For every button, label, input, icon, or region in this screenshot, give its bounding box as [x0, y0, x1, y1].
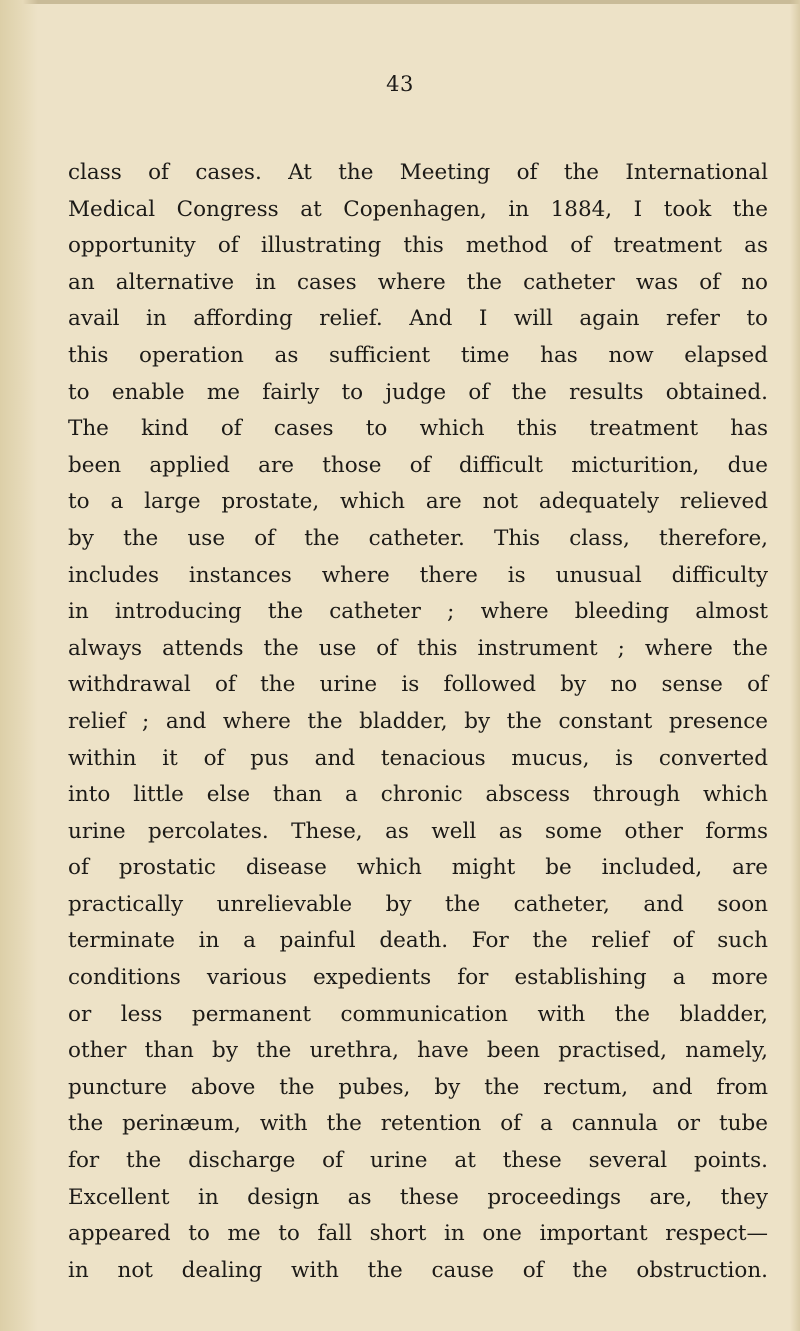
- page-gutter-shadow: [0, 0, 38, 1331]
- text-line: class of cases. At the Meeting of the International: [68, 160, 768, 185]
- text-line: or less permanent communication with the bladder,: [68, 1001, 768, 1027]
- text-line: conditions various expedients for establishing a more: [68, 965, 768, 991]
- text-line: includes instances where there is unusual difficulty: [68, 562, 768, 588]
- text-line: opportunity of illustrating this method of treatment as: [68, 233, 768, 259]
- text-line: always attends the use of this instrument ; where the: [68, 635, 768, 661]
- text-line: withdrawal of the urine is followed by no sense of: [68, 672, 768, 698]
- text-line: been applied are those of difficult micturition, due: [68, 452, 768, 478]
- text-line: of prostatic disease which might be included, are: [68, 855, 768, 881]
- text-line: in not dealing with the cause of the obstruction.: [68, 1257, 768, 1283]
- page-top-edge: [0, 0, 800, 4]
- text-line: The kind of cases to which this treatment has: [68, 416, 768, 442]
- text-line: other than by the urethra, have been practised, namely,: [68, 1038, 768, 1064]
- text-line: by the use of the catheter. This class, therefore,: [68, 525, 768, 551]
- body-paragraph: [68, 155, 768, 1289]
- text-line: avail in affording relief. And I will again refer to: [68, 306, 768, 332]
- text-line: the perinæum, with the retention of a cannula or tube: [68, 1111, 768, 1137]
- text-line: into little else than a chronic abscess through which: [68, 782, 768, 808]
- text-line: for the discharge of urine at these several points.: [68, 1148, 768, 1174]
- text-line: Excellent in design as these proceedings are, they: [68, 1184, 768, 1210]
- text-line: practically unrelievable by the catheter, and soon: [68, 891, 768, 917]
- text-line: terminate in a painful death. For the relief of such: [68, 928, 768, 954]
- text-line: appeared to me to fall short in one important respect—: [68, 1221, 768, 1247]
- text-line: an alternative in cases where the catheter was of no: [68, 269, 768, 295]
- text-line: to enable me fairly to judge of the results obtained.: [68, 379, 768, 405]
- text-line: within it of pus and tenacious mucus, is converted: [68, 745, 768, 771]
- text-line: puncture above the pubes, by the rectum, and from: [68, 1074, 768, 1100]
- text-line: relief ; and where the bladder, by the constant presence: [68, 708, 768, 734]
- text-line: to a large prostate, which are not adequately relieved: [68, 489, 768, 515]
- page-right-edge: [790, 0, 800, 1331]
- text-line: urine percolates. These, as well as some other forms: [68, 818, 768, 844]
- page-number: 43: [386, 72, 414, 96]
- text-line: this operation as sufficient time has now elapsed: [68, 342, 768, 368]
- text-line: in introducing the catheter ; where bleeding almost: [68, 599, 768, 625]
- text-line: Medical Congress at Copenhagen, in 1884, I took the: [68, 196, 768, 222]
